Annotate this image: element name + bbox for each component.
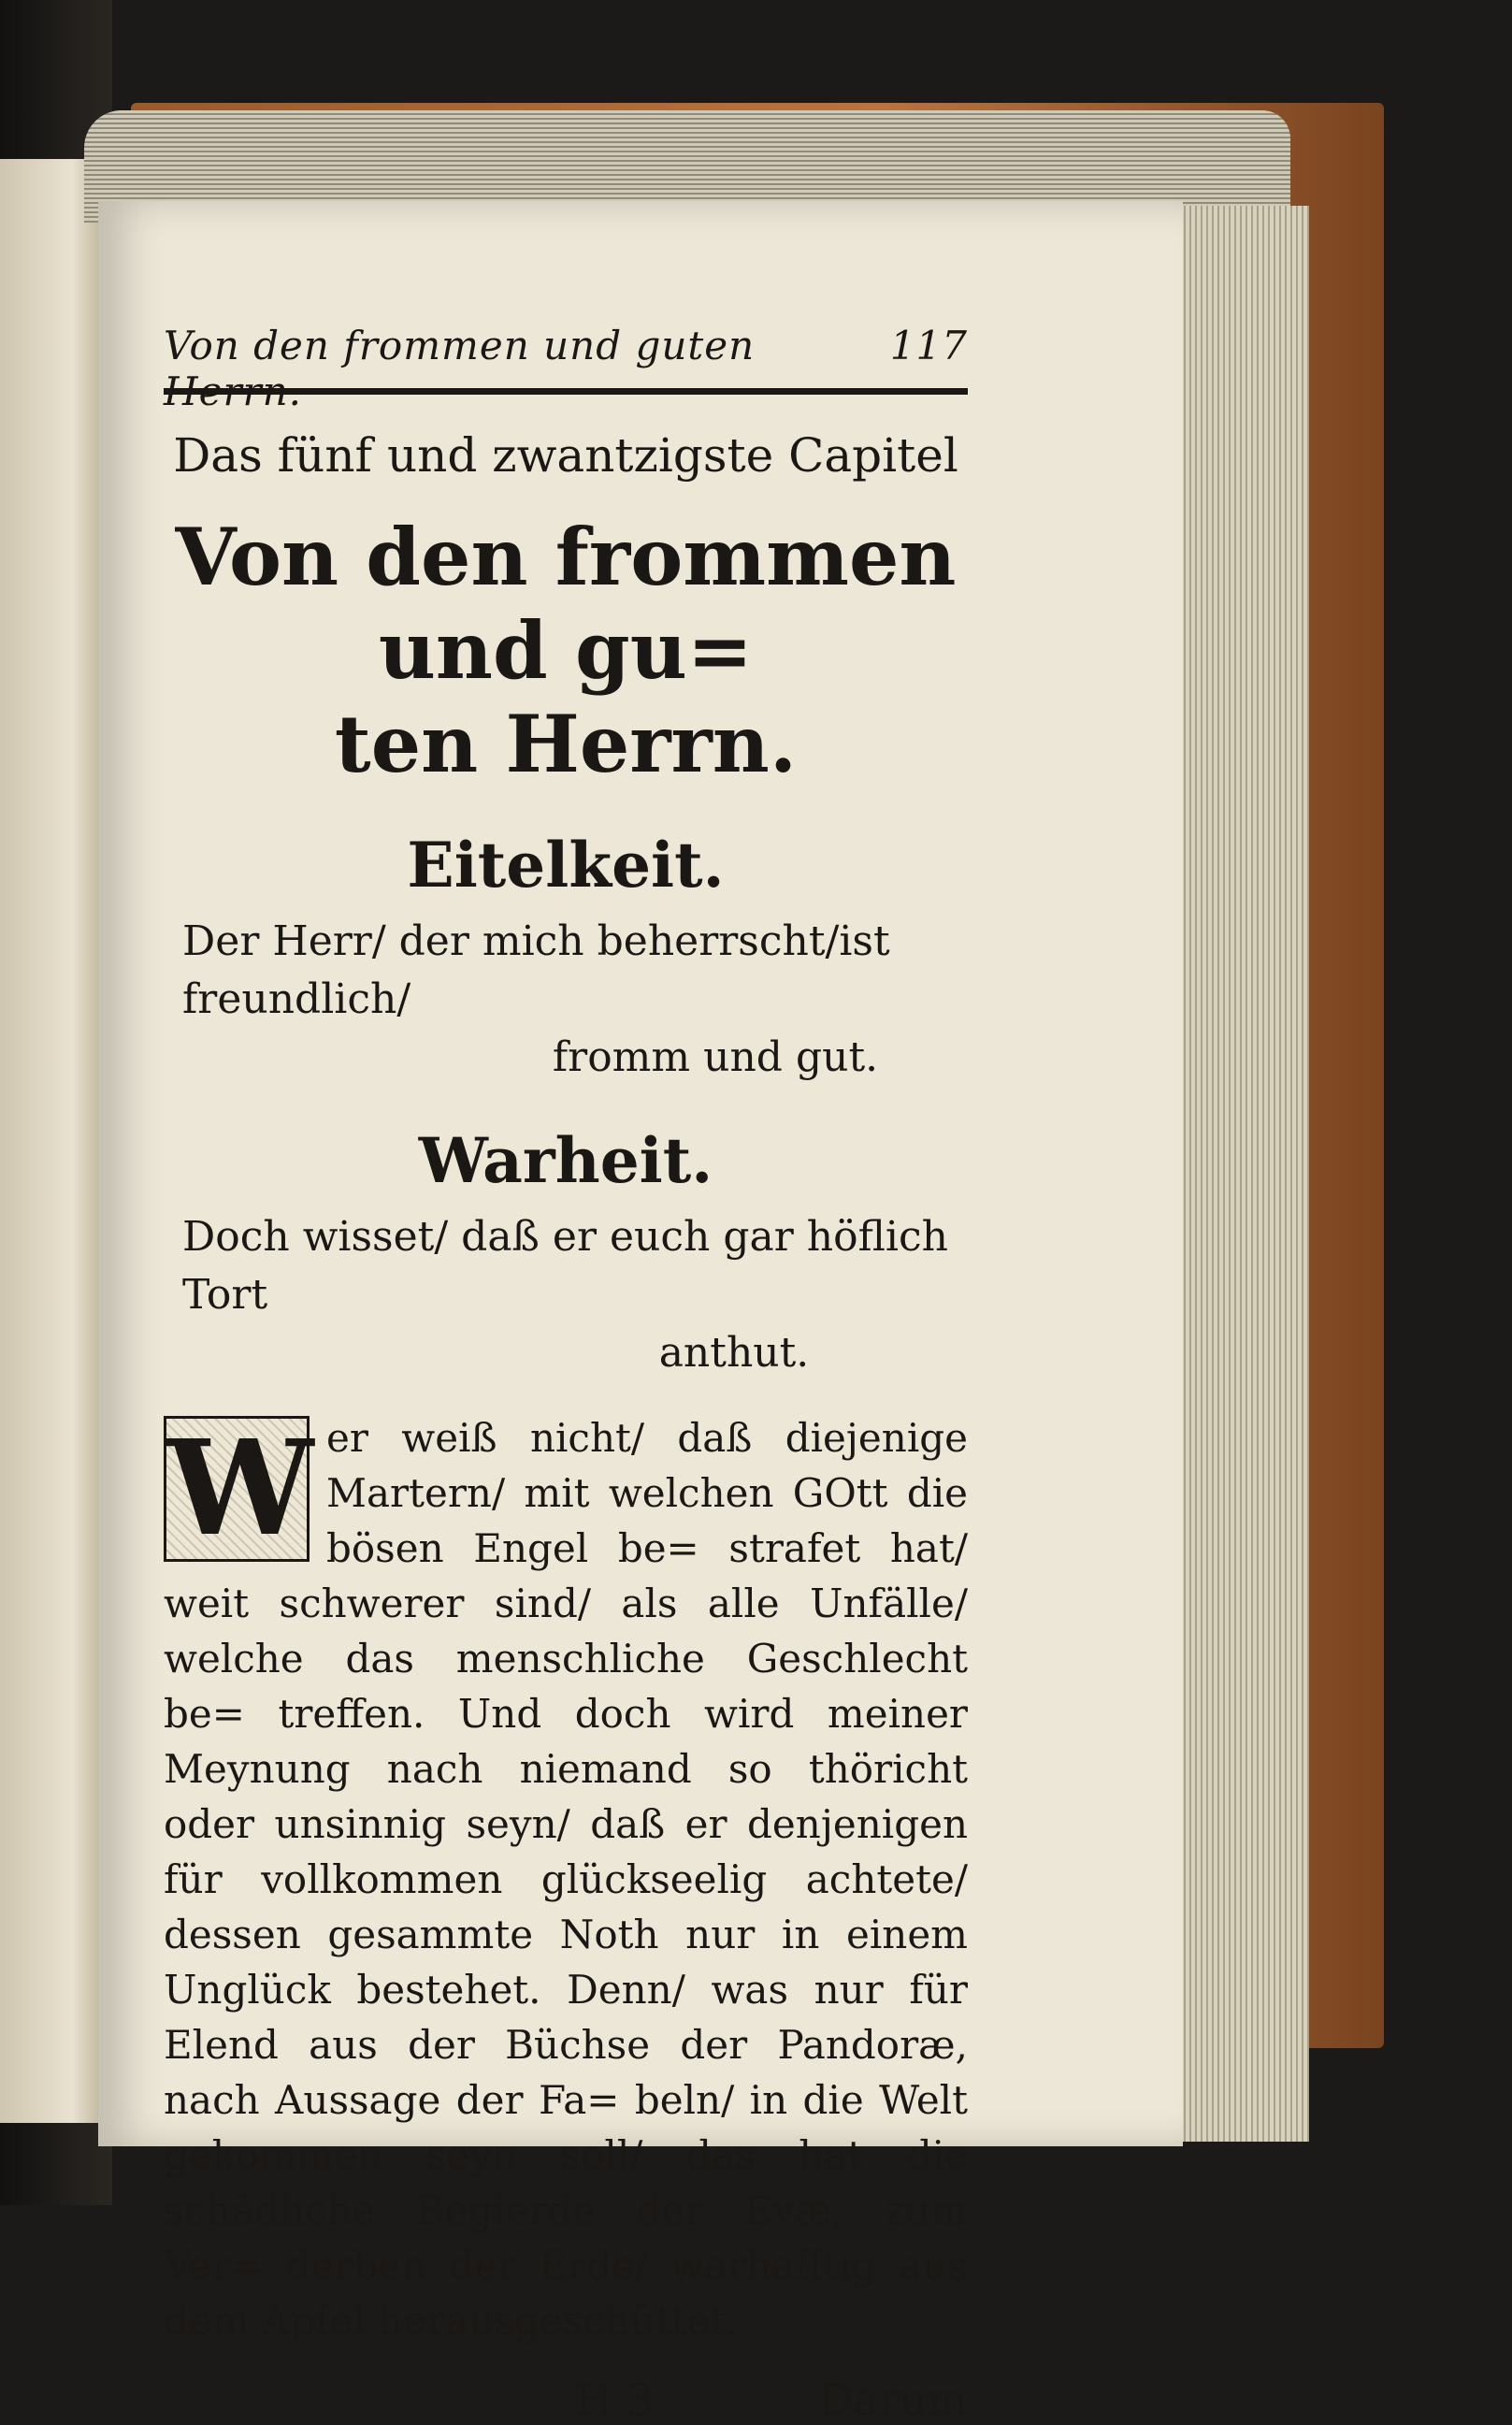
speech-text: Der Herr/ der mich beherrscht/ist freundlich/: [182, 917, 890, 1023]
page-number: 117: [889, 323, 968, 368]
chapter-title-line-2: ten Herrn.: [334, 698, 798, 790]
page-content: [164, 323, 968, 2425]
speech-continuation: anthut.: [658, 1329, 810, 1377]
signature-mark: H 3: [575, 2374, 655, 2425]
running-head-title: Von den frommen und guten Herrn.: [164, 323, 756, 414]
chapter-number: Das fünf und zwantzigste Capitel: [173, 428, 958, 483]
speech-text: Doch wisset/ daß er euch gar höflich Tort: [182, 1213, 948, 1319]
speech-line: [164, 1208, 968, 1382]
chapter-title: [164, 511, 968, 791]
body-paragraph: [164, 1410, 968, 2348]
page-footer: [164, 2374, 968, 2425]
catchword: Darum: [818, 2374, 968, 2425]
chapter-title-line-1: Von den frommen und gu=: [175, 511, 957, 697]
speech-line: [164, 913, 968, 1087]
speaker-heading: Eitelkeit.: [407, 829, 725, 902]
drop-cap: W: [164, 1416, 310, 1562]
speech-continuation: fromm und gut.: [552, 1033, 879, 1081]
left-page-edge: [0, 159, 103, 2123]
body-text: er weiß nicht/ daß diejenige Martern/ mit welchen GOtt die bösen Engel be= strafet hat/ weit schwerer sind/ als alle Unfälle/ welche das menschliche Geschlecht be= treffen. Und doch wird meiner Meynung nach niemand so thöricht oder unsinnig seyn/ daß er denjenigen für vollkommen glückseelig achtete/ dessen gesammte Noth nur in einem Unglück bestehet. Denn/ was nur für Elend aus der Büchse der Pandoræ, nach Aussage der Fa= beln/ in die Welt gekommen seyn soll/ das hat die schädliche Begierde der Evæ, zum Ver= derben der Erde/ warhafftig aus dem Apfel herausgeschüttet.: [164, 1415, 968, 2344]
page-side-edges: [1169, 206, 1309, 2142]
speaker-heading: Warheit.: [418, 1124, 713, 1197]
running-head: [164, 323, 968, 414]
